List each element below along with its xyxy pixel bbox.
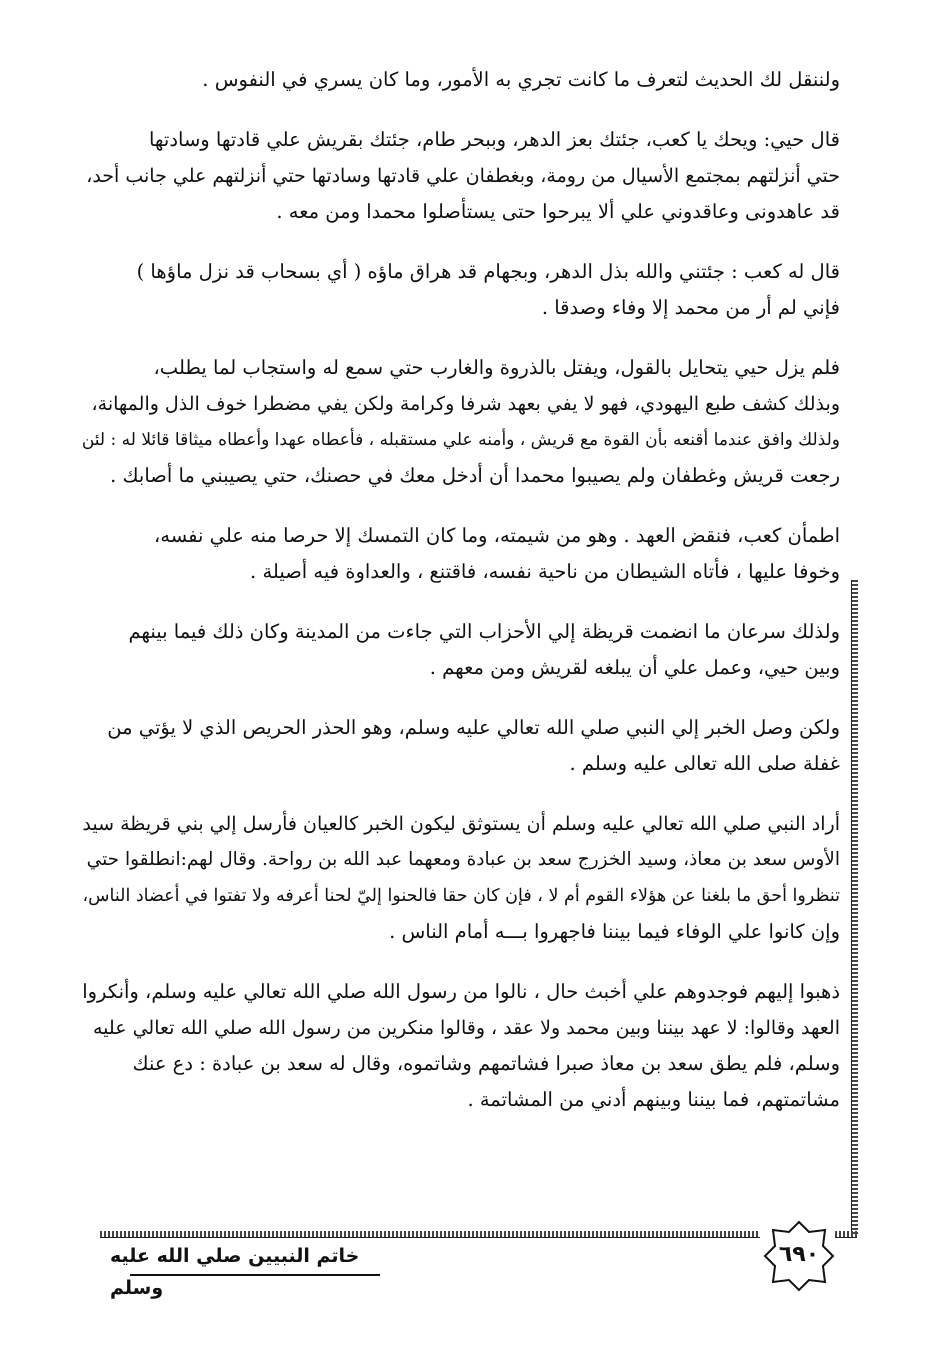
text-line: ولذلك وافق عندما أقنعه بأن القوة مع قريش ، وأمنه علي مستقبله ، فأعطاه عهدا وأعطاه ميثاقا قائلا له : لئن [81,430,840,450]
paragraph [80,62,840,98]
paragraph [80,806,840,950]
text-line: وإن كانوا علي الوفاء فيما بيننا فاجهروا بـــه أمام الناس . [389,920,840,943]
text-line: أراد النبي صلي الله تعالي عليه وسلم أن يستوثق ليكون الخبر كالعيان فأرسل إلي بني قريظة سيد [82,813,840,835]
footer-decorative-rule [100,1231,760,1238]
text-line: قد عاهدونى وعاقدوني علي ألا يبرحوا حتى يستأصلوا محمدا ومن معه . [276,200,840,223]
footer-title-underline [130,1274,380,1276]
paragraph [80,350,840,494]
paragraph [80,710,840,782]
text-line: مشاتمتهم، فما بيننا وبينهم أدني من المشاتمة . [467,1088,840,1111]
text-line: وخوفا عليها ، فأتاه الشيطان من ناحية نفسه، فاقتنع ، والعداوة فيه أصيلة . [250,560,840,583]
text-line: ولننقل لك الحديث لتعرف ما كانت تجري به الأمور، وما كان يسري في النفوس . [202,68,840,91]
paragraph [80,974,840,1118]
text-line: قال له كعب : جئتني والله بذل الدهر، وبجهام قد هراق ماؤه ( أي بسحاب قد نزل ماؤها ) [136,260,840,283]
footer-decorative-rule-end [835,1231,857,1238]
text-line: الأوس سعد بن معاذ، وسيد الخزرج سعد بن عبادة ومعهما عبد الله بن رواحة. وقال لهم:انطلقوا حتي [86,849,840,870]
text-line: وبين حيي، وعمل علي أن يبلغه لقريش ومن معهم . [429,656,840,679]
text-line: ولذلك سرعان ما انضمت قريظة إلي الأحزاب التي جاءت من المدينة وكان ذلك فيما بينهم [128,620,840,643]
paragraph [80,518,840,590]
text-line: وبذلك كشف طبع اليهودي، فهو لا يفي بعهد شرفا وكرامة ولكن يفي مضطرا خوف الذل والمهانة، [91,393,840,415]
paragraph [80,122,840,230]
paragraph [80,614,840,686]
page-number: ٦٩٠ [778,1242,820,1267]
text-line: فلم يزل حيي يتحايل بالقول، ويفتل بالذروة والغارب حتي سمع له واستجاب لما يطلب، [153,356,840,379]
side-decorative-rule [851,580,858,1235]
text-line: فإني لم أر من محمد إلا وفاء وصدقا . [541,296,840,319]
text-line: ذهبوا إليهم فوجدوهم علي أخبث حال ، نالوا من رسول الله صلي الله تعالي عليه وسلم، وأنكروا [82,980,840,1003]
text-line: تنظروا أحق ما بلغنا عن هؤلاء القوم أم لا ، فإن كان حقا فالحنوا إليّ لحنا أعرفه ولا تفتوا في أعضاد الناس، [82,886,840,906]
text-line: غفلة صلى الله تعالى عليه وسلم . [569,752,840,775]
running-footer-title: خاتم النبيين صلي الله عليه وسلم [110,1245,360,1299]
paragraph [80,254,840,326]
text-line: قال حيي: ويحك يا كعب، جئتك بعز الدهر، وببحر طام، جئتك بقريش علي قادتها وسادتها [148,128,840,151]
text-line: ولكن وصل الخبر إلي النبي صلي الله تعالي عليه وسلم، وهو الحذر الحريص الذي لا يؤتي من [107,716,840,739]
text-line: وسلم، فلم يطق سعد بن معاذ صبرا فشاتمهم وشاتموه، وقال له سعد بن عبادة : دع عنك [132,1052,840,1075]
body-text [80,62,840,1142]
text-line: حتي أنزلتهم بمجتمع الأسيال من رومة، وبغطفان علي قادتها وسادتها حتي أنزلتهم علي جانب أحد، [86,165,840,187]
text-line: اطمأن كعب، فنقض العهد . وهو من شيمته، وما كان التمسك إلا حرصا منه علي نفسه، [153,524,840,547]
text-line: العهد وقالوا: لا عهد بيننا وبين محمد ولا عقد ، وقالوا منكرين من رسول الله صلي الله تعالي عليه [92,1017,840,1039]
text-line: رجعت قريش وغطفان ولم يصيبوا محمدا أن أدخل معك في حصنك، حتي يصيبني ما أصابك . [110,464,840,487]
